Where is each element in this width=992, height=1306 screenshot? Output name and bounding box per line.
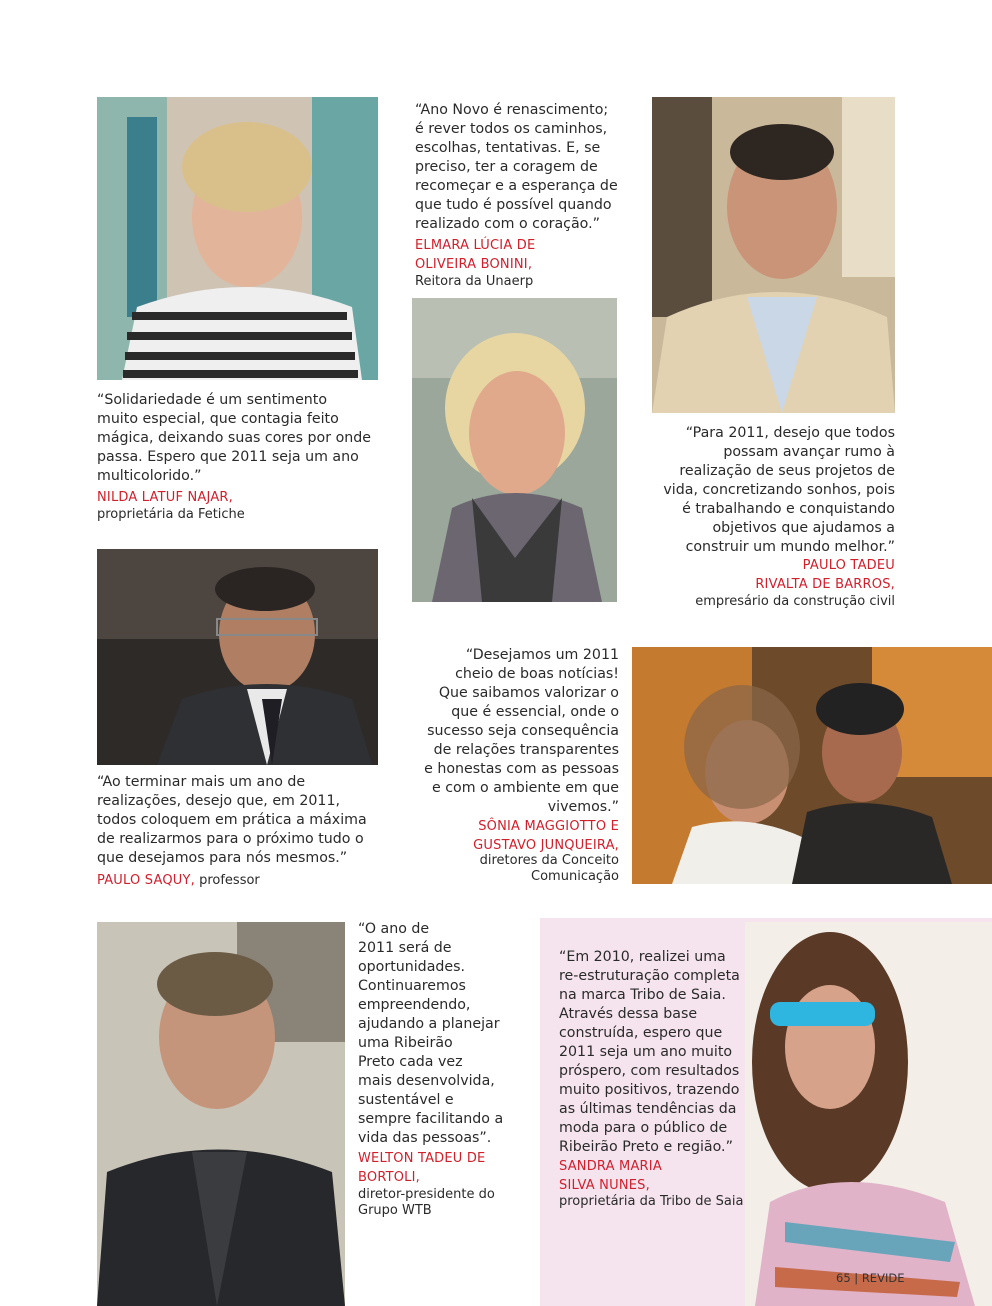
photo-nilda-latuf-najar xyxy=(97,97,378,380)
page-number: 65 | REVIDE xyxy=(836,1271,905,1285)
photo-sonia-gustavo xyxy=(632,647,992,884)
photo-elmara-bonini xyxy=(412,298,617,602)
person-role: proprietária da Fetiche xyxy=(97,507,245,522)
person-name: PAULO SAQUY, xyxy=(97,873,195,888)
quote-text: “Ao terminar mais um ano de realizações, desejo que, em 2011, todos coloquem em prática a máxima de realizarmos para o próximo tudo o que desejamos para nós mesmos.” xyxy=(97,774,367,866)
quote-text: “Em 2010, realizei uma re-estruturação completa na marca Tribo de Saia. Através dessa base construída, espero que 2011 seja um ano muito próspero, com resultados muito positivos, trazendo as últimas tendências da moda para o público de Ribeirão Preto e região.” xyxy=(559,949,740,1155)
person-role: empresário da construção civil xyxy=(695,594,895,609)
person-name: SÔNIA MAGGIOTTO E GUSTAVO JUNQUEIRA, xyxy=(473,819,619,853)
person-name: NILDA LATUF NAJAR, xyxy=(97,490,233,505)
quote-text: “Solidariedade é um sentimento muito especial, que contagia feito mágica, deixando suas cores por onde passa. Espero que 2011 seja um ano multicolorido.” xyxy=(97,392,371,484)
person-role: proprietária da Tribo de Saia xyxy=(559,1194,744,1209)
quote-text: “Desejamos um 2011 cheio de boas notícias! Que saibamos valorizar o que é essencial, onde o sucesso seja consequência de relações transparentes e honestas com as pessoas e com o ambiente em que vivemos.” xyxy=(424,647,619,815)
person-role: diretores da Conceito Comunicação xyxy=(479,853,619,884)
quote-text: “Para 2011, desejo que todos possam avançar rumo à realização de seus projetos de vida, concretizando sonhos, pois é trabalhando e conquistando objetivos que ajudamos a construir um mundo melhor.” xyxy=(663,425,895,555)
photo-sandra-nunes xyxy=(745,922,992,1306)
photo-welton-bortoli xyxy=(97,922,345,1306)
photo-paulo-saquy xyxy=(97,549,378,765)
person-name: WELTON TADEU DE BORTOLI, xyxy=(358,1151,486,1185)
person-name: PAULO TADEU RIVALTA DE BARROS, xyxy=(755,558,895,592)
person-role: professor xyxy=(194,873,260,888)
person-name: SANDRA MARIA SILVA NUNES, xyxy=(559,1159,662,1193)
photo-paulo-tadeu-rivalta xyxy=(652,97,895,413)
name-line xyxy=(97,869,260,890)
person-role: diretor-presidente do Grupo WTB xyxy=(358,1187,495,1218)
person-role: Reitora da Unaerp xyxy=(415,274,534,289)
quote-text: “Ano Novo é renascimento; é rever todos os caminhos, escolhas, tentativas. E, se preciso, ter a coragem de recomeçar e a esperança de que tudo é possível quando realizado com o coração.” xyxy=(415,102,618,232)
quote-text: “O ano de 2011 será de oportunidades. Continuaremos empreendendo, ajudando a planejar uma Ribeirão Preto cada vez mais desenvolvida, sustentável e sempre facilitando a vida das pessoas”. xyxy=(358,921,504,1146)
person-name: ELMARA LÚCIA DE OLIVEIRA BONINI, xyxy=(415,238,536,272)
